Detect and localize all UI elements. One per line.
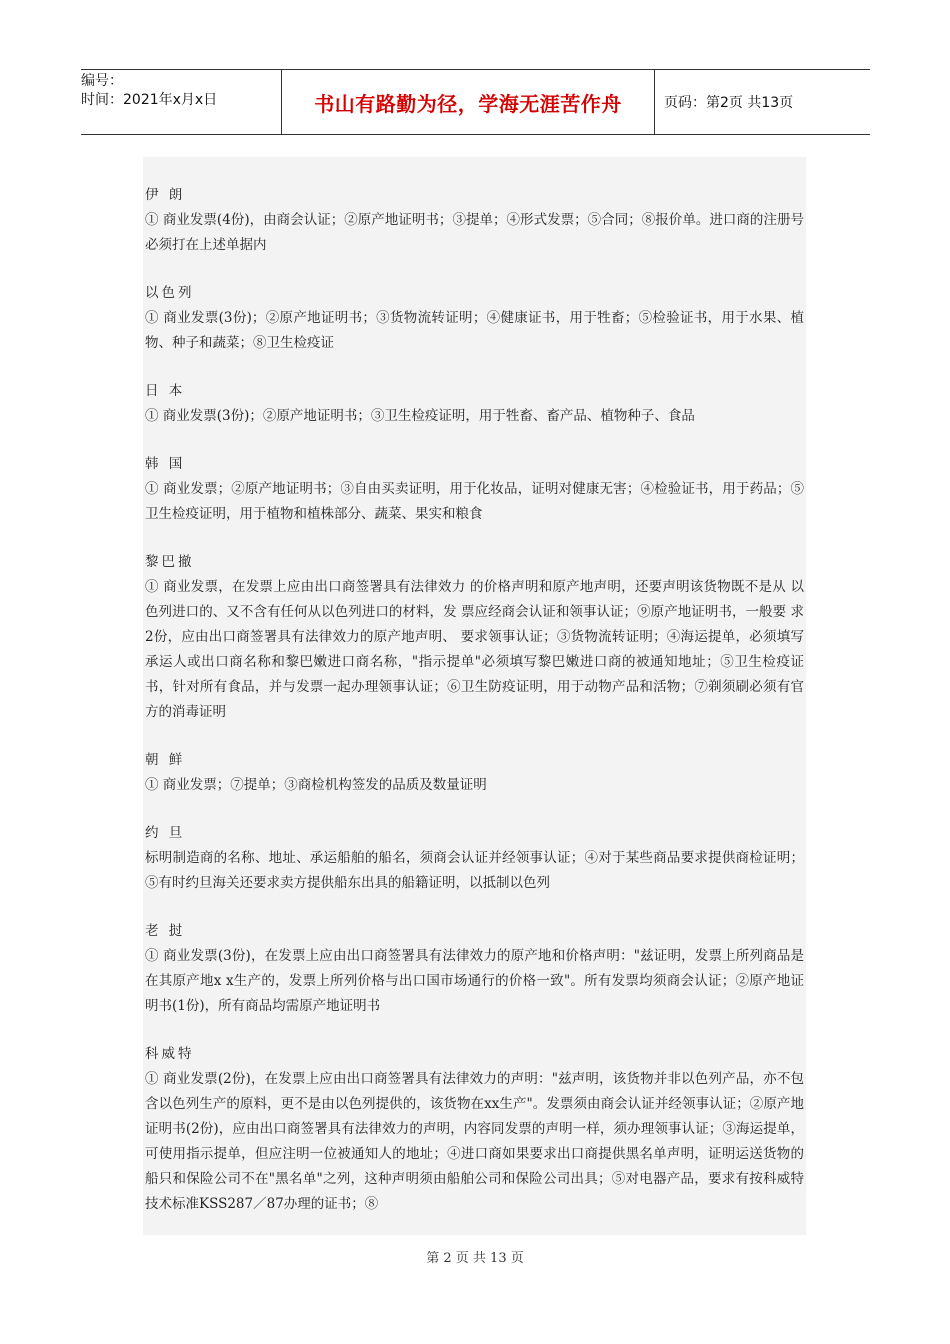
page-footer: 第 2 页 共 13 页 <box>426 1251 524 1266</box>
section-korea <box>145 452 804 527</box>
section-title: 伊 朗 <box>145 187 186 203</box>
document-body <box>143 157 806 1235</box>
section-body: ① 商业发票；⑦提单；③商检机构签发的品质及数量证明 <box>145 777 487 793</box>
section-body: ① 商业发票；②原产地证明书；③自由买卖证明，用于化妆品，证明对健康无害；④检验证书，用于药品；⑤卫生检疫证明，用于植物和植株部分、蔬菜、果实和粮食 <box>145 481 804 522</box>
section-title: 朝 鲜 <box>145 752 186 768</box>
document-number-label: 编号： <box>81 73 123 89</box>
header-page-code: 页码：第2页 共13页 <box>664 95 794 111</box>
section-body: ① 商业发票(3份)；②原产地证明书；③卫生检疫证明，用于牲畜、畜产品、植物种子、食品 <box>145 408 695 424</box>
section-body: ① 商业发票(4份)，由商会认证；②原产地证明书；③提单；④形式发票；⑤合同；⑧报价单。进口商的注册号必须打在上述单据内 <box>145 212 804 253</box>
section-title: 日 本 <box>145 383 186 399</box>
section-north-korea <box>145 748 804 798</box>
page-header <box>81 69 870 135</box>
section-israel <box>145 281 804 356</box>
section-iran <box>145 183 804 258</box>
section-title: 黎巴撤 <box>145 554 195 570</box>
section-laos <box>145 919 804 1019</box>
header-meta <box>81 70 282 134</box>
section-body: ① 商业发票，在发票上应由出口商签署具有法律效力 的价格声明和原产地声明，还要声明该货物既不是从 以色列进口的、又不含有任何从以色列进口的材料，发 票应经商会认证和领事认证；⑨原产地证明书，一般要 求2份，应由出口商签署具有法律效力的原产地声明、 要求领事认证；③货物流转证明；④海运提单，必须填写承运人或出口商名称和黎巴嫩进口商名称，"指示提单"必须填写黎巴嫩进口商的被通知地址；⑤卫生检疫证书，针对所有食品，并与发票一起办理领事认证；⑥卫生防疫证明，用于动物产品和活物；⑦剃须刷必须有官方的消毒证明 <box>145 579 804 720</box>
document-date: 时间：2021年x月x日 <box>81 92 218 108</box>
section-body: ① 商业发票(3份)；②原产地证明书；③货物流转证明；④健康证书，用于牲畜；⑤检验证书，用于水果、植物、种子和蔬菜；⑧卫生检疫证 <box>145 310 804 351</box>
section-body: ① 商业发票(3份)，在发票上应由出口商签署具有法律效力的原产地和价格声明："兹证明，发票上所列商品是在其原产地x x生产的，发票上所列价格与出口国市场通行的价格一致"。所有发票均须商会认证；②原产地证明书(1份)，所有商品均需原产地证明书 <box>145 948 804 1014</box>
section-title: 韩 国 <box>145 456 186 472</box>
section-body: 标明制造商的名称、地址、承运船舶的船名，须商会认证并经领事认证；④对于某些商品要求提供商检证明；⑤有时约旦海关还要求卖方提供船东出具的船籍证明，以抵制以色列 <box>145 850 804 891</box>
section-title: 科威特 <box>145 1046 195 1062</box>
section-kuwait <box>145 1042 804 1217</box>
section-title: 以色列 <box>145 285 195 301</box>
section-body: ① 商业发票(2份)，在发票上应由出口商签署具有法律效力的声明："兹声明，该货物并非以色列产品，亦不包含以色列生产的原料，更不是由以色列提供的，该货物在xx生产"。发票须由商会认证并经领事认证；②原产地证明书(2份)，应由出口商签署具有法律效力的声明，内容同发票的声明一样，须办理领事认证；③海运提单，可使用指示提单，但应注明一位被通知人的地址；④进口商如果要求出口商提供黑名单声明，证明运送货物的船只和保险公司不在"黑名单"之列，这种声明须由船舶公司和保险公司出具；⑤对电器产品，要求有按科威特技术标准KSS287／87办理的证书；⑧ <box>145 1071 804 1212</box>
section-japan <box>145 379 804 429</box>
header-motto: 书山有路勤为径，学海无涯苦作舟 <box>282 70 655 134</box>
section-title: 约 旦 <box>145 825 186 841</box>
section-title: 老 挝 <box>145 923 186 939</box>
section-lebanon <box>145 550 804 725</box>
section-jordan <box>145 821 804 896</box>
